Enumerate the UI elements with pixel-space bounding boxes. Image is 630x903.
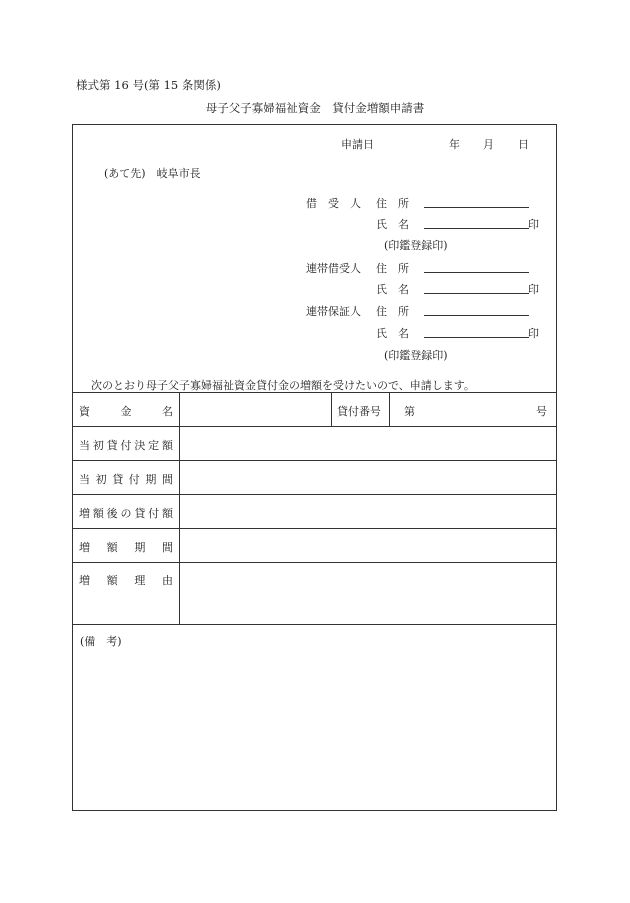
borrower-name-label: 氏 名: [376, 218, 409, 231]
borrower-address-line: [424, 207, 529, 208]
application-date-label: 申請日: [341, 138, 374, 151]
loan-number-go: 号: [536, 405, 547, 418]
guarantor-seal: 印: [528, 327, 539, 340]
label-column-divider: [179, 392, 180, 624]
table-top-rule: [73, 392, 556, 393]
guarantor-name-line: [424, 337, 529, 338]
row-rule: [73, 624, 556, 625]
loan-number-label: 貸付番号: [337, 405, 381, 418]
loan-number-divider-right: [389, 392, 390, 426]
joint-borrower-address-label: 住 所: [376, 262, 409, 275]
borrower-address-label: 住 所: [376, 197, 409, 210]
remarks-label: (備 考): [80, 635, 122, 648]
joint-borrower-label: 連帯借受人: [306, 262, 361, 275]
loan-number-divider-left: [331, 392, 332, 426]
increased-loan-amount-label: 増 額 後 の 貸 付 額: [79, 507, 173, 520]
initial-loan-amount-label: 当 初 貸 付 決 定 額: [79, 439, 173, 452]
increase-reason-label: 増 額 理 由: [79, 574, 173, 587]
borrower-seal-note: (印鑑登録印): [384, 239, 448, 252]
month-label: 月: [483, 138, 494, 151]
form-number: 様式第 16 号(第 15 条関係): [76, 78, 221, 92]
row-rule: [73, 460, 556, 461]
form-frame: [72, 124, 557, 811]
initial-loan-period-label: 当 初 貸 付 期 間: [79, 473, 173, 486]
joint-borrower-name-line: [424, 293, 529, 294]
borrower-label: 借 受 人: [306, 197, 361, 210]
borrower-name-line: [424, 228, 529, 229]
joint-borrower-name-label: 氏 名: [376, 283, 409, 296]
addressee: (あて先) 岐阜市長: [104, 167, 201, 180]
fund-name-label: 資 金 名: [79, 405, 173, 418]
loan-number-dai: 第: [404, 405, 415, 418]
guarantor-seal-note: (印鑑登録印): [384, 349, 448, 362]
guarantor-address-label: 住 所: [376, 305, 409, 318]
day-label: 日: [518, 138, 529, 151]
guarantor-label: 連帯保証人: [306, 305, 361, 318]
year-label: 年: [449, 138, 460, 151]
application-statement: 次のとおり母子父子寡婦福祉資金貸付金の増額を受けたいので、申請します。: [91, 379, 475, 392]
row-rule: [73, 562, 556, 563]
form-title: 母子父子寡婦福祉資金 貸付金増額申請書: [205, 101, 425, 115]
joint-borrower-address-line: [424, 272, 529, 273]
row-rule: [73, 494, 556, 495]
guarantor-address-line: [424, 315, 529, 316]
increase-period-label: 増 額 期 間: [79, 541, 173, 554]
borrower-seal: 印: [528, 218, 539, 231]
guarantor-name-label: 氏 名: [376, 327, 409, 340]
row-rule: [73, 528, 556, 529]
row-rule: [73, 426, 556, 427]
joint-borrower-seal: 印: [528, 283, 539, 296]
